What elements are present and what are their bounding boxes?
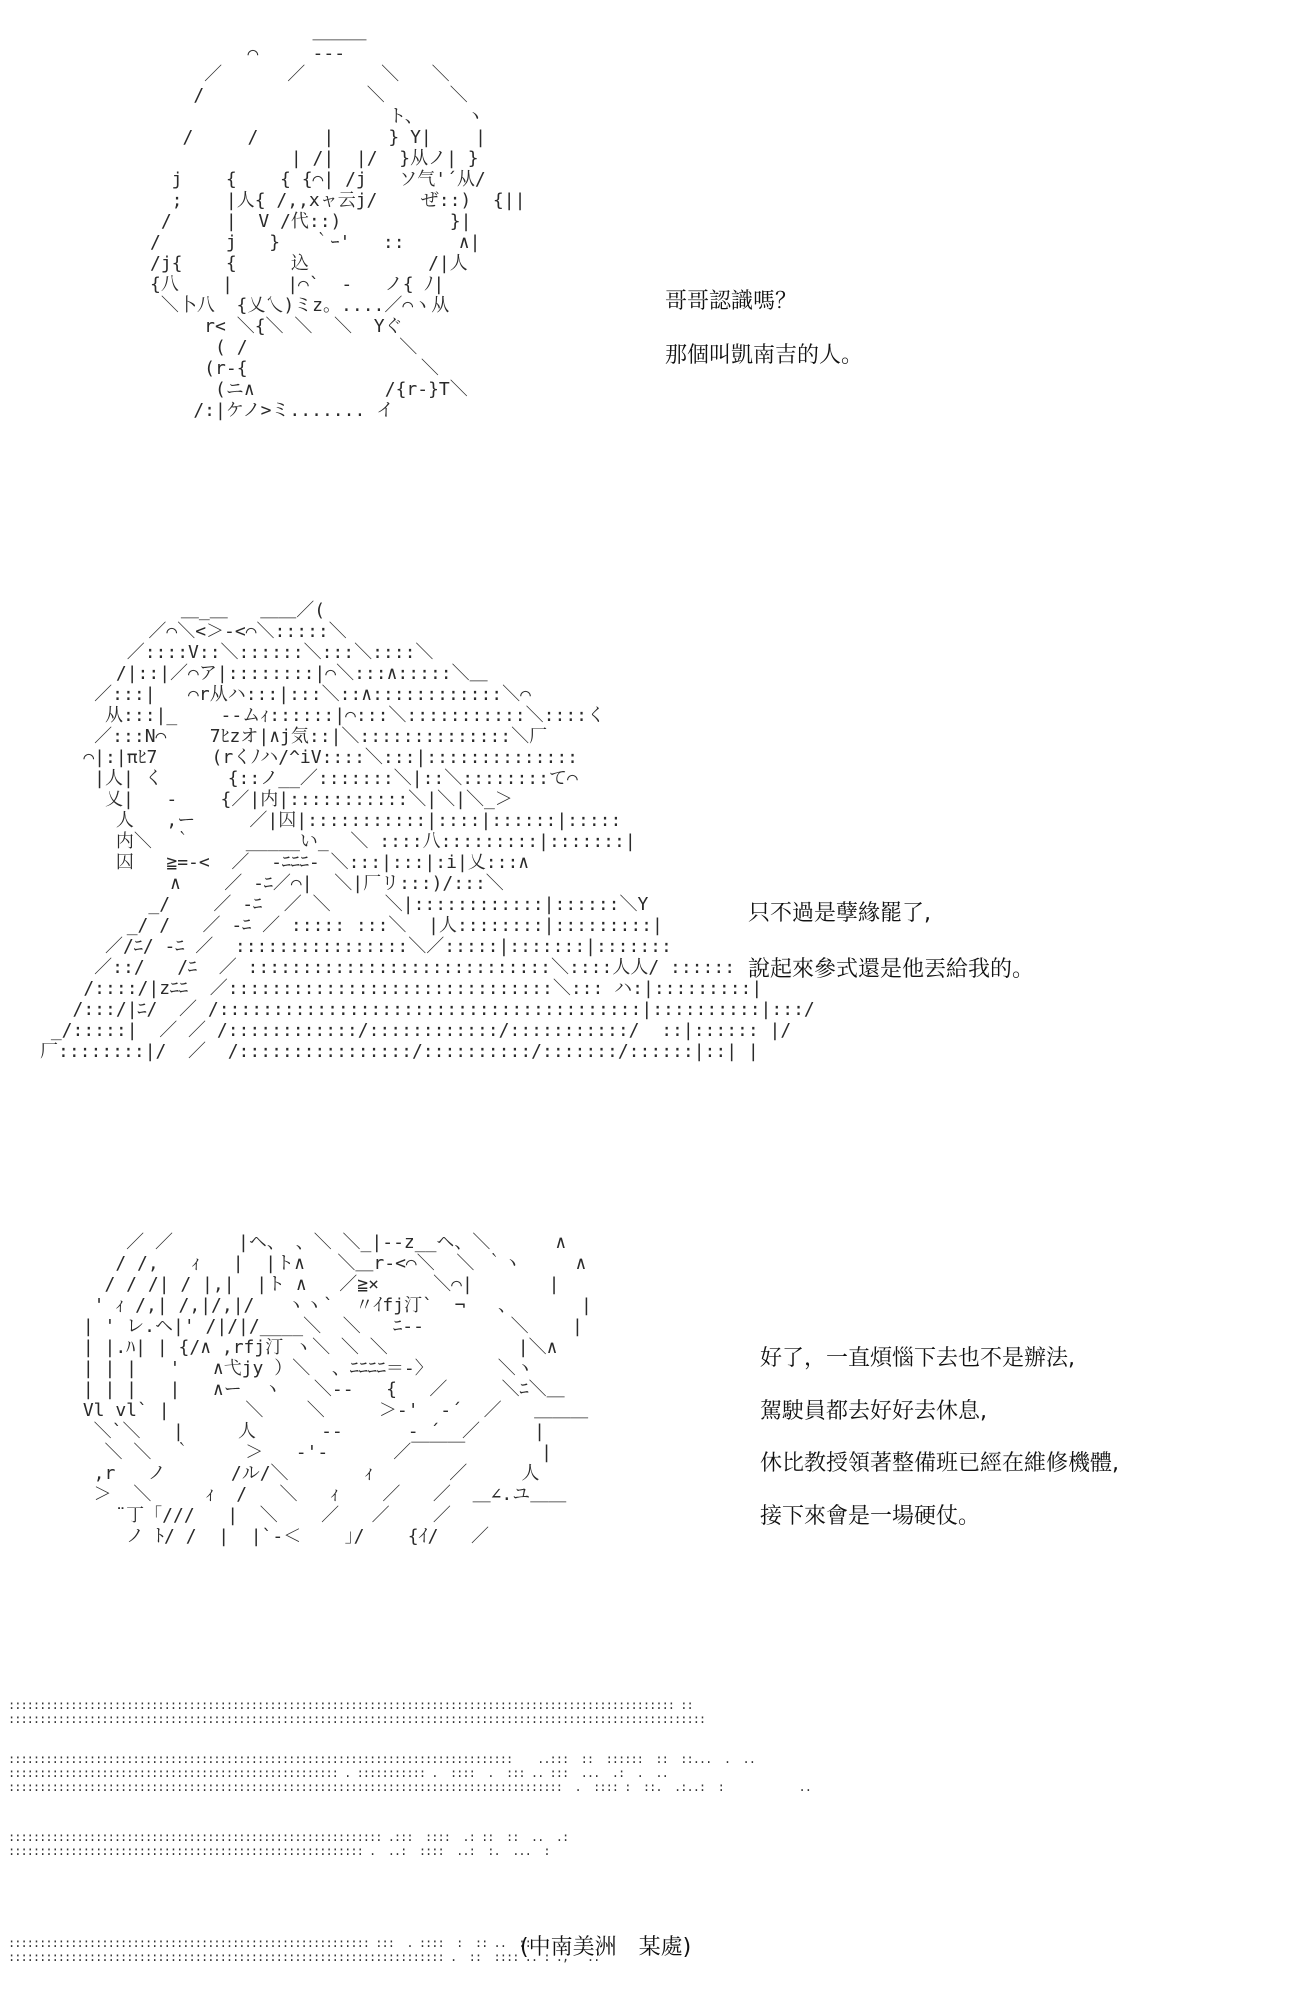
- dot-texture-row: :::::::::::::::::::::::::::::::::::::::::::::::::::::::::: ::: . :::: : :: .. :: :::::::::::::::::::::::::::::::::::::::::::::::::::::::::::::::::::::: . :: :::: .. : ., ..: [8, 1936, 600, 1964]
- ascii-art-girl-portrait: ＿＿＿ ⌒ ‐‐- ／ ／ ＼ ＼ / ＼ ＼ ト、 ヽ / / | } Y| | | /| |/ }从ノ| } j { { {⌒| /j ソ气'´从/ ; |人{ /,,xャ云j/ ぜ::) {|| / | V /代::) }| / j } ｀ｰ' :: ∧| /j{ { 込 /|人 {八 | |⌒` ‐ ノ{ ﾉ| ＼卜八 {乂乀)ミz。....／⌒ヽ从 r< ＼{＼ ＼ ＼ Yぐ ( / ＼ (r-{ ＼ (ニ∧ /{r-}T＼ /:|ケノ>ミ....... イ: [150, 22, 526, 421]
- dialog-line: 好了，一直煩惱下去也不是辦法,: [760, 1346, 1075, 1371]
- location-caption: (中南美洲 某處): [520, 1935, 692, 1960]
- dialog-line: 駕駛員都去好好去休息,: [760, 1398, 987, 1424]
- dot-texture-row: ::::::::::::::::::::::::::::::::::::::::::::::::::::::::::::::::::::::::::::::::::::::::::::::::::::::::::: :: ::::::::::::::::::::::::::::::::::::::::::::::::::::::::::::::::::::::::::::::::::::::::::::::::::::::::::::::::: [8, 1698, 706, 1726]
- dialog-line: 那個叫凱南吉的人。: [665, 342, 864, 368]
- dialog-panel-1: [665, 288, 863, 369]
- dialog-panel-2: [748, 900, 1034, 983]
- ascii-art-figure-thinking: ／ ／ |ヘ、 、＼ ＼_|‐‐z__ヘ、＼ ∧ / /, ｨ | |ト∧ ＼＿r‐<⌒＼ ＼ ｀ヽ ∧ / / /| / |,| |ト ∧ ／≧× ＼⌒| | ' ｨ /,| /,|/,|/ ヽヽ` 〃ｲfj汀` ¬ 、 | | ' レ.ヘ|' /|/|/____＼ ＼ ﾆ‐- ＼ | | |.ﾊ| | {/∧ ,rfj汀 ヽ＼ ＼ ＼ |＼∧ | | | ' ∧弋jy ）＼ 、ﾆﾆﾆﾆ＝‐〉 ＼ヽ | | | | ∧ー ヽ ＼‐- { ／ ＼ﾆ＼＿ Vl vl` | ＼ ＼ ＞‐' ‐´ ／ ＿＿＿ ＼`＼ | 人 -‐ ‐ ´ ／ | ＼ ＼ ｀ ＞ ‐'‐ ／￣￣￣ | ,r ノ /ル/＼ ｨ ／ 人 ＞ ＼ ｨ / ＼ ｨ ／ ／ ＿∠.ユ＿＿ ¨丁「/// | ＼ ／ ／ ／ ノ ﾄ/ / | |`‐＜ ｣/ {ｲ/ ／: [82, 1232, 592, 1547]
- dialog-line: 接下來會是一場硬仗。: [760, 1503, 981, 1529]
- dialog-panel-3: [760, 1345, 1119, 1530]
- dot-texture-row: :::::::::::::::::::::::::::::::::::::::::::::::::::::::::::: .::: :::: .: :: :: .. .: ::::::::::::::::::::::::::::::::::::::::::::::::::::::::: . ..: :::: ..: :. ... :: [8, 1830, 569, 1858]
- dialog-line: 說起來參式還是他丟給我的。: [748, 956, 1035, 982]
- dialog-line: 哥哥認識嗎？: [665, 289, 798, 314]
- dot-texture-row: ::::::::::::::::::::::::::::::::::::::::::::::::::::::::::::::::::::::::::::::::: ..::: :: :::::: :: ::... . .. ::::::::::::::::::::::::::::::::::::::::::::::::::::: . ::::::::::: . :::: . ::: .. ::: ... .: . .. ::::::::::::::::::::::::::::::::::::::::::::::::::::::::::::::::::::::::::::::::::::::::: . :::: : ::. .:..: : ..: [8, 1752, 811, 1794]
- ascii-art-pilot-jacket: ＿_＿ ＿＿／( ／⌒＼<＞‐<⌒＼:::::＼ ／::::V::＼::::::＼:::＼::::＼ /|::|／⌒ア|::::::::|⌒＼:::∧:::::＼＿ ／:::| ⌒r从ハ:::|:::＼::∧::::::::::::＼⌒ 从:::|_ -‐ムｨ::::::|⌒:::＼:::::::::::＼::::く ／:::N⌒ 7ﾋzオ|∧j気::|＼::::::::::::::＼厂 ⌒|:|πﾋ7 (rくﾉハ/^iV::::＼:::|:::::::::::::: |人| く {::ノ__／:::::::＼|::＼::::::::て⌒ 乂| ‐ {／|内|:::::::::::＼|＼|＼_＞ 人 ,ー ／|囚|:::::::::::|::::|::::::|::::: 内＼ ｀ _____い_ ＼ ::::八:::::::::|:::::::| 囚 ≧=-< ／ -ﾆﾆﾆ- ＼:::|:::|:i|乂:::∧ ∧ ／ -ﾆ／⌒| ＼|厂リ:::)/:::＼ _/ ／ -ﾆ ／ ＼ ＼|::::::::::::|::::::＼Y _/ / ／ -ﾆ ／ ::::: :::＼ |人::::::::|:::::::::| ／/ﾆ/ -ﾆ ／ ::::::::::::::::＼／:::::|:::::::|::::::: ／::/ /ﾆ ／ ::::::::::::::::::::::::::::＼::::人人/ :::::: /::::/|zﾆﾆ ／::::::::::::::::::::::::::::::＼::: ハ:|:::::::::| /:::/|ﾆ/ ／ /:::::::::::::::::::::::::::::::::::::::|::::::::::|:::/ _/:::::| ／ ／ /::::::::::::/::::::::::::/:::::::::::/ ::|:::::: |/ 厂::::::::|/ ／ /::::::::::::::::/::::::::::/:::::::/::::::|::| |: [40, 600, 815, 1062]
- dialog-line: 休比教授領著整備班已經在維修機體,: [760, 1451, 1119, 1476]
- dialog-line: 只不過是孽緣罷了,: [748, 901, 931, 926]
